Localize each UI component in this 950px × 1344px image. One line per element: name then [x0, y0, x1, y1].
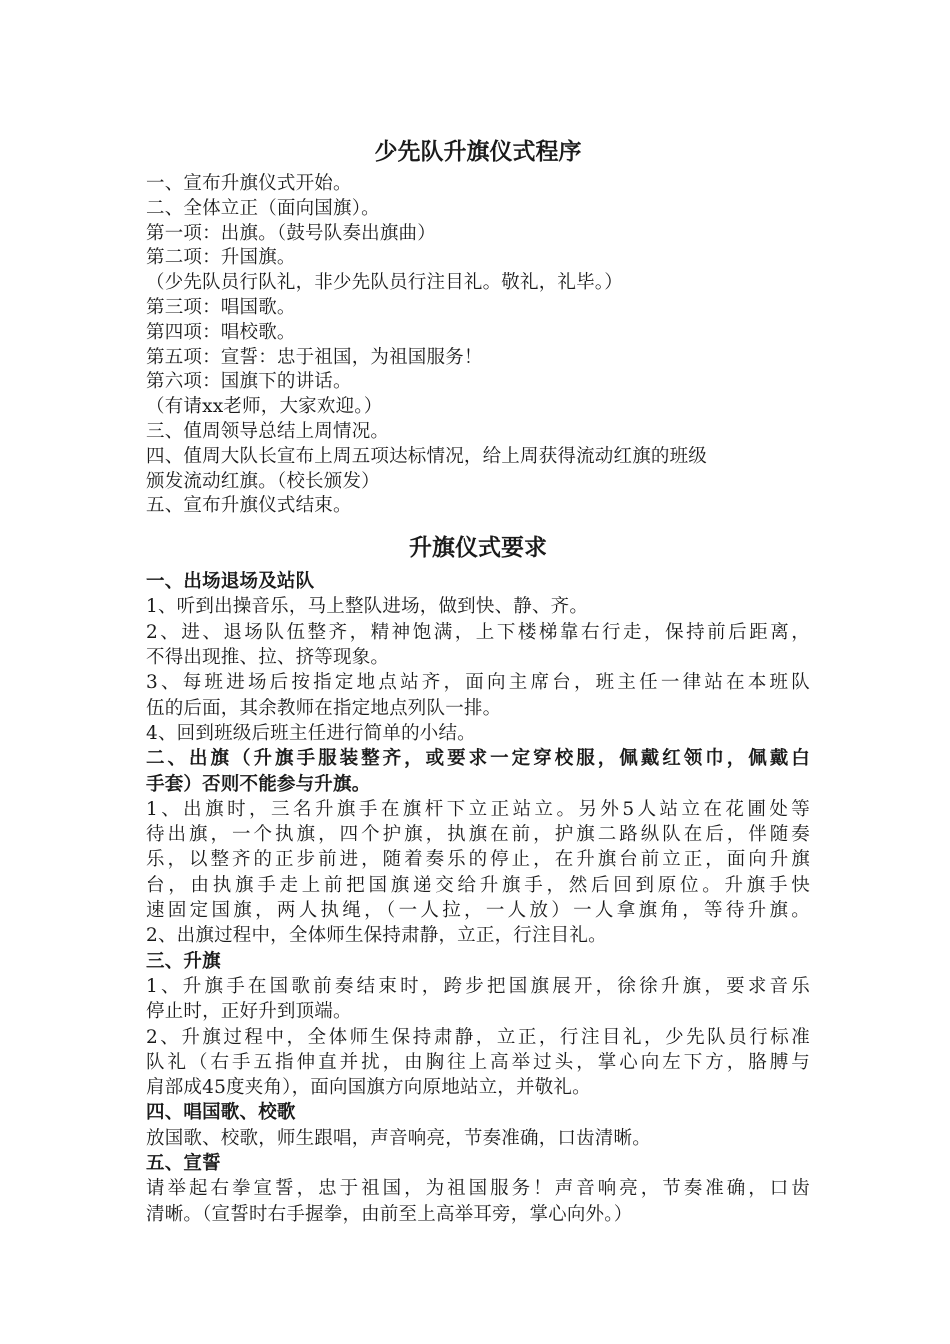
requirement-line: 1、出旗时，三名升旗手在旗杆下立正站立。另外5人站立在花圃处等	[146, 798, 810, 820]
requirement-line: 1、听到出操音乐，马上整队进场，做到快、静、齐。	[146, 596, 589, 618]
procedure-line: 第一项：出旗。（鼓号队奏出旗曲）	[146, 222, 436, 244]
requirement-line: 2、出旗过程中，全体师生保持肃静，立正，行注目礼。	[146, 925, 607, 947]
procedure-line: 二、全体立正（面向国旗）。	[146, 197, 380, 219]
requirement-line: 3、每班进场后按指定地点站齐，面向主席台，班主任一律站在本班队	[146, 672, 810, 694]
procedure-line: 四、值周大队长宣布上周五项达标情况，给上周获得流动红旗的班级	[146, 445, 708, 467]
document-page	[146, 132, 810, 1227]
procedure-line: 五、宣布升旗仪式结束。	[146, 495, 352, 517]
section-heading: 一、出场退场及站队	[146, 571, 315, 593]
section-heading: 三、升旗	[146, 950, 221, 972]
requirement-line: 停止时，正好升到顶端。	[146, 1001, 352, 1023]
section-heading: 五、宣誓	[146, 1152, 221, 1174]
requirement-line: 队礼（右手五指伸直并扰，由胸往上高举过头，掌心向左下方，胳膊与	[146, 1051, 810, 1073]
requirement-line: 待出旗，一个执旗，四个护旗，执旗在前，护旗二路纵队在后，伴随奏	[146, 824, 810, 846]
requirement-line: 请举起右拳宣誓，忠于祖国，为祖国服务！声音响亮，节奏准确，口齿	[146, 1178, 810, 1200]
requirement-line: 肩部成45度夹角），面向国旗方向原地站立，并敬礼。	[146, 1077, 591, 1099]
section-heading: 四、唱国歌、校歌	[146, 1102, 296, 1124]
procedure-line: 颁发流动红旗。（校长颁发）	[146, 470, 380, 492]
requirement-line: 放国歌、校歌，师生跟唱，声音响亮，节奏准确，口齿清晰。	[146, 1127, 651, 1149]
procedure-line: 第五项：宣誓：忠于祖国，为祖国服务！	[146, 346, 483, 368]
document-title: 少先队升旗仪式程序	[374, 138, 582, 165]
requirement-line: 清晰。（宣誓时右手握拳，由前至上高举耳旁，掌心向外。）	[146, 1203, 633, 1225]
procedure-line: 第二项：升国旗。	[146, 247, 296, 269]
requirement-line: 速固定国旗，两人执绳，（一人拉，一人放）一人拿旗角，等待升旗。	[146, 900, 810, 922]
procedure-line: （有请xx老师，大家欢迎。）	[146, 396, 383, 418]
requirement-line: 1、升旗手在国歌前奏结束时，跨步把国旗展开，徐徐升旗，要求音乐	[146, 975, 810, 997]
procedure-line: 第六项：国旗下的讲话。	[146, 371, 352, 393]
procedure-line: 一、宣布升旗仪式开始。	[146, 173, 352, 194]
procedure-line: 第四项：唱校歌。	[146, 321, 296, 343]
procedure-line: 三、值周领导总结上周情况。	[146, 420, 390, 442]
requirement-line: 2、升旗过程中，全体师生保持肃静，立正，行注目礼，少先队员行标准	[146, 1026, 810, 1048]
requirement-line: 2、进、退场队伍整齐，精神饱满，上下楼梯靠右行走，保持前后距离，	[146, 621, 810, 643]
requirement-line: 台，由执旗手走上前把国旗递交给升旗手，然后回到原位。升旗手快	[146, 874, 810, 896]
procedure-list	[146, 172, 810, 519]
requirement-line: 伍的后面，其余教师在指定地点列队一排。	[146, 697, 502, 719]
requirement-line: 4、回到班级后班主任进行简单的小结。	[146, 722, 476, 744]
requirement-line: 不得出现推、拉、挤等现象。	[146, 647, 390, 669]
requirements-title: 升旗仪式要求	[409, 534, 547, 562]
procedure-line: （少先队员行队礼，非少先队员行注目礼。敬礼，礼毕。）	[146, 272, 623, 294]
procedure-line: 第三项：唱国歌。	[146, 296, 296, 318]
section-heading: 二、出旗（升旗手服装整齐，或要求一定穿校服，佩戴红领巾，佩戴白	[146, 748, 810, 770]
requirement-line: 乐，以整齐的正步前进，随着奏乐的停止，在升旗台前立正，面向升旗	[146, 849, 810, 871]
requirements-list	[146, 569, 810, 1227]
section-heading: 手套）否则不能参与升旗。	[146, 773, 371, 795]
